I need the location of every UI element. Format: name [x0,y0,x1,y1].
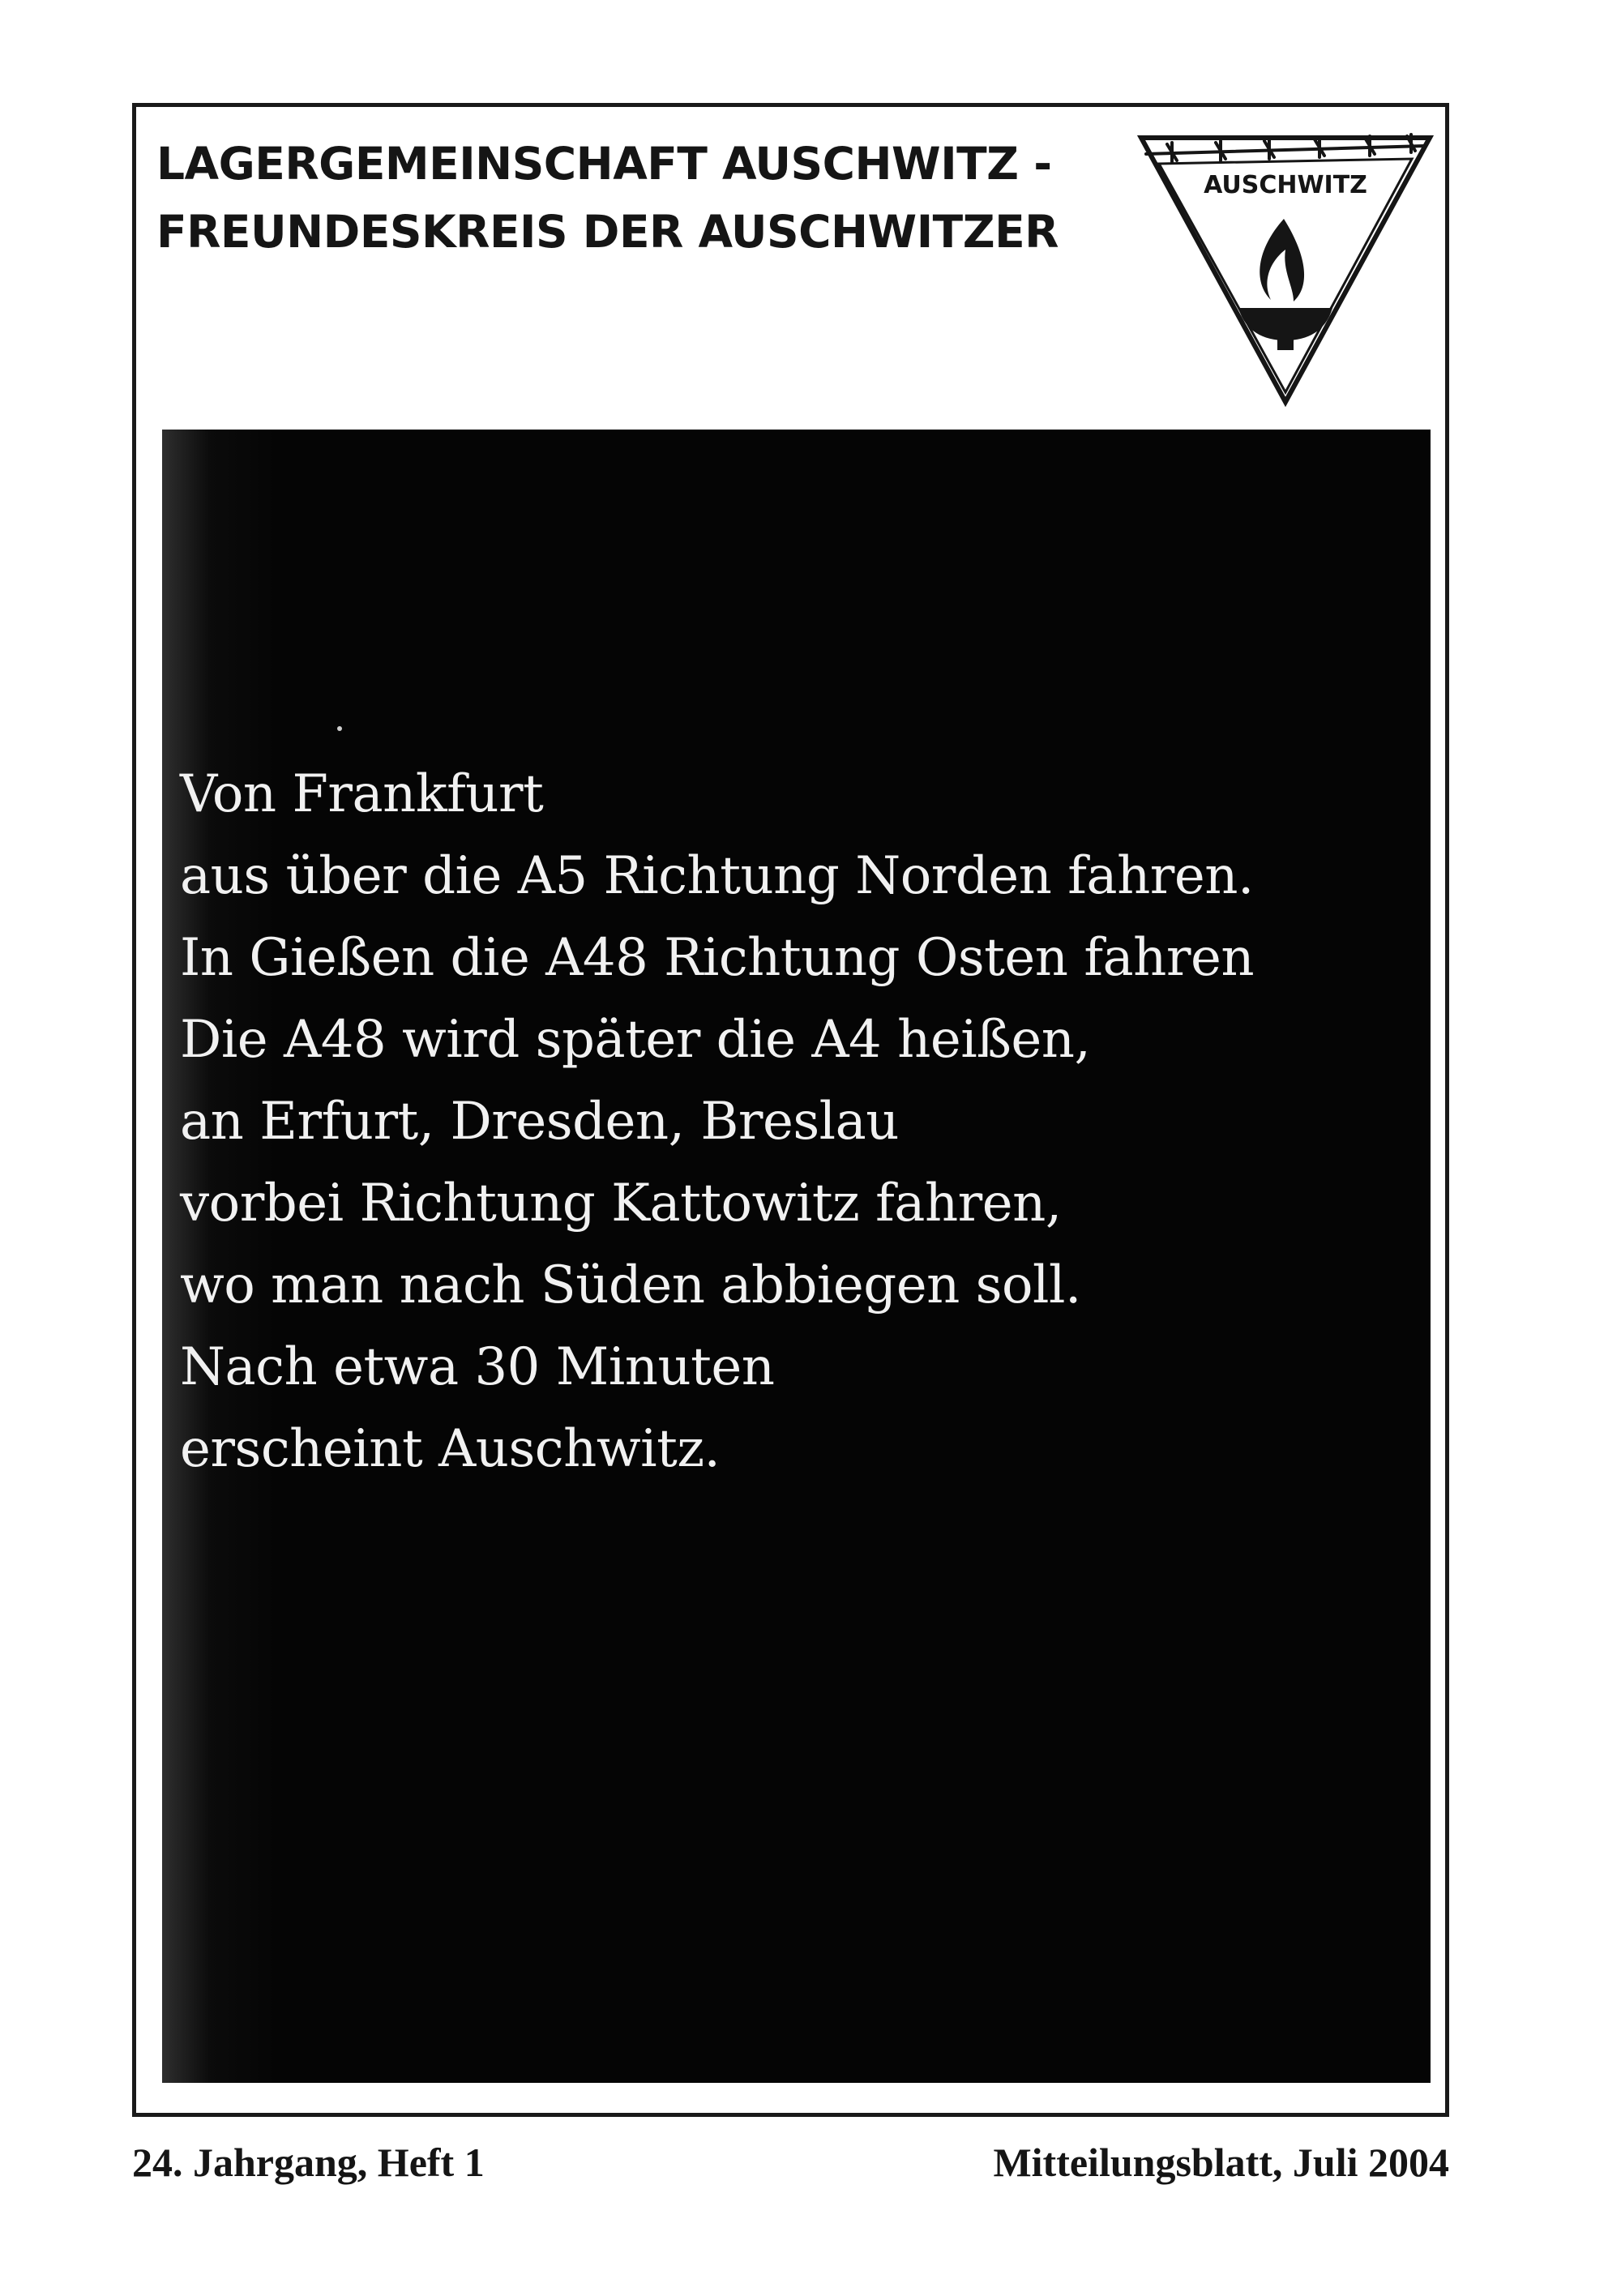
speck [337,726,342,731]
cover-photo [162,430,1431,2083]
publication-date: Mitteilungsblatt, Juli 2004 [993,2140,1449,2185]
cover-text-line: wo man nach Süden abbiegen soll. [180,1255,1081,1315]
issue-label: 24. Jahrgang, Heft 1 [132,2140,485,2185]
cover-text-line: Nach etwa 30 Minuten [180,1337,775,1397]
cover-text-line: erscheint Auschwitz. [180,1419,721,1479]
organization-title-line-1: LAGERGEMEINSCHAFT AUSCHWITZ - [156,138,1052,190]
organization-title [156,130,1153,266]
auschwitz-triangle-logo [1135,128,1436,408]
cover-text-line: an Erfurt, Dresden, Breslau [180,1092,899,1152]
cover-text-line: Die A48 wird später die A4 heißen, [180,1010,1091,1070]
organization-title-line-2: FREUNDESKREIS DER AUSCHWITZER [156,206,1059,258]
cover-text-line: vorbei Richtung Kattowitz fahren, [180,1174,1062,1234]
cover-text-line: aus über die A5 Richtung Norden fahren. [180,846,1254,906]
logo-text: AUSCHWITZ [1204,171,1367,199]
cover-text-line: Von Frankfurt [180,764,544,824]
cover-text-line: In Gießen die A48 Richtung Osten fahren [180,928,1255,988]
cover-text [180,754,1254,1490]
